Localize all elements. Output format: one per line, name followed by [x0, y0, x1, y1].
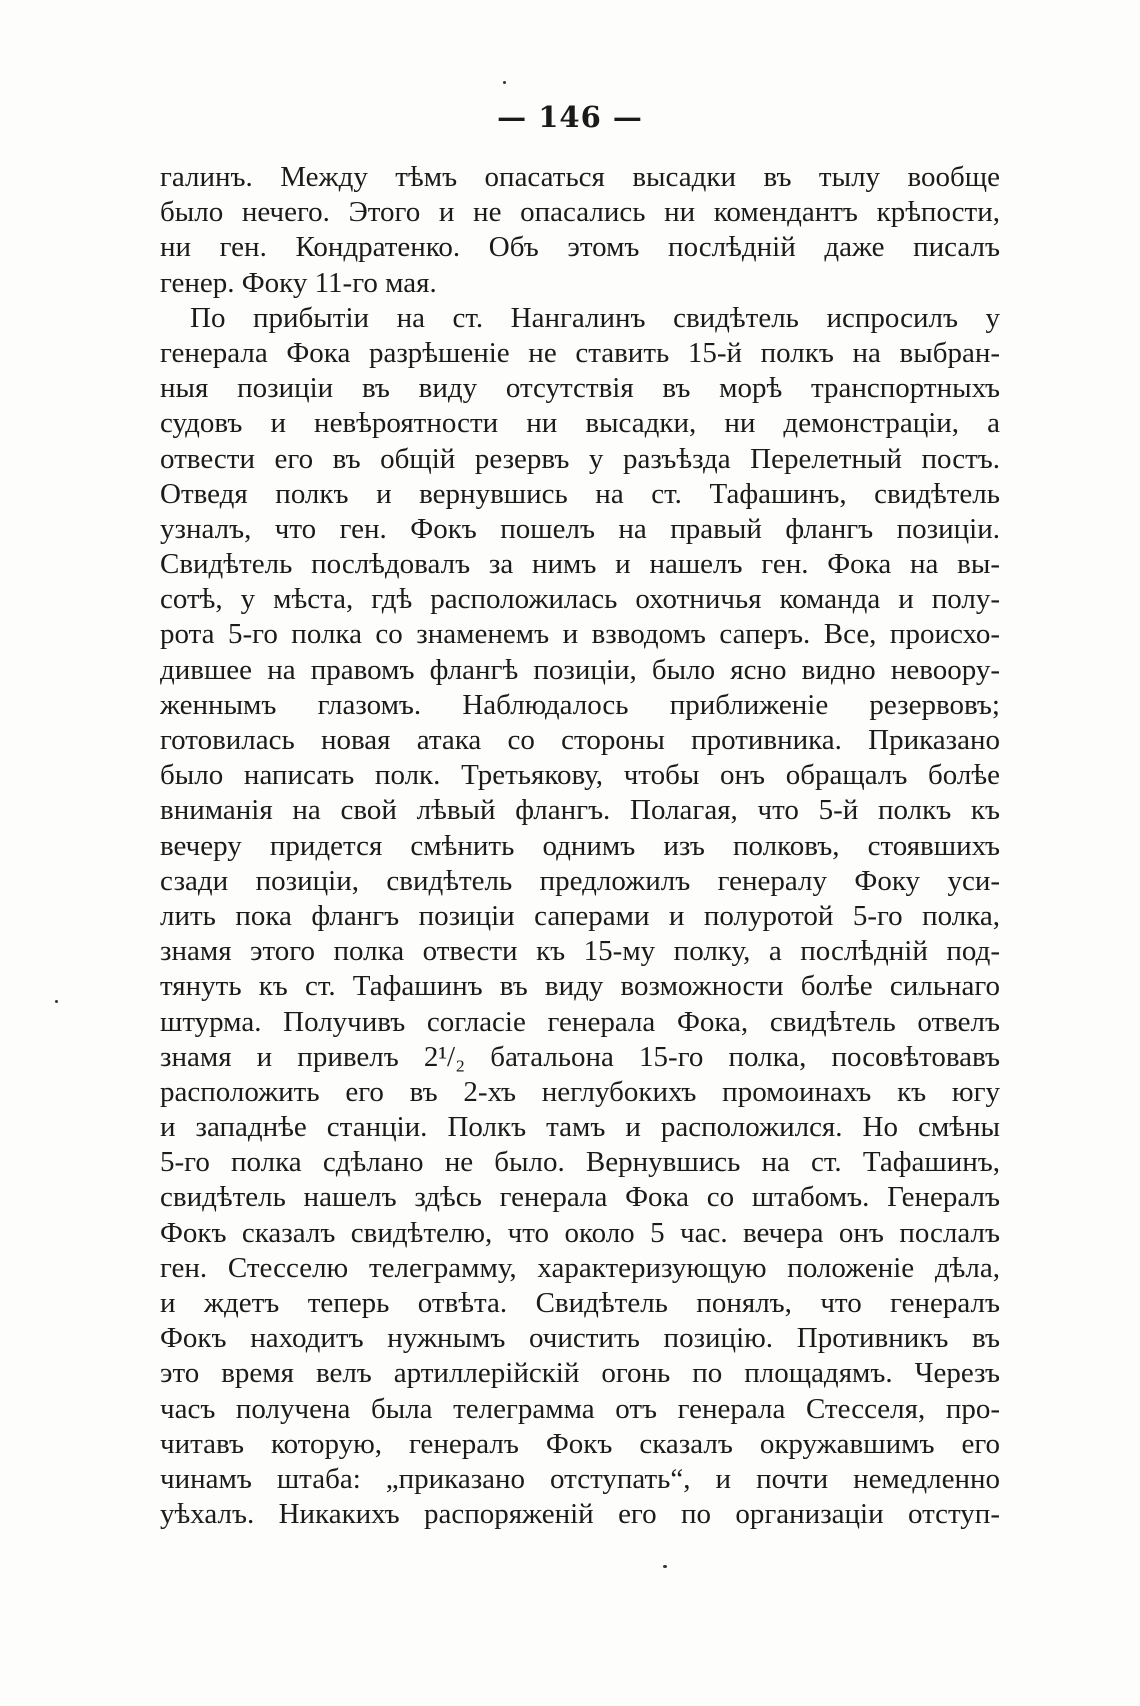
text-line: тянуть къ ст. Тафашинъ въ виду возможности болѣе сильнаго [160, 970, 1000, 1003]
text-line: сотѣ, у мѣста, гдѣ расположилась охотничья команда и полу- [160, 583, 1000, 616]
text-line: и ждетъ теперь отвѣта. Свидѣтель понялъ, что генералъ [160, 1287, 1000, 1319]
text-line: это время велъ артиллерійскій огонь по площадямъ. Черезъ [160, 1357, 1000, 1390]
text-line: вниманія на свой лѣвый флангъ. Полагая, что 5-й полкъ къ [160, 794, 1000, 827]
text-line: узналъ, что ген. Фокъ пошелъ на правый флангъ позиціи. [160, 512, 1000, 545]
text-line: рота 5-го полка со знаменемъ и взводомъ саперъ. Все, происхо- [160, 618, 1000, 651]
text-line: готовилась новая атака со стороны противника. Приказано [160, 724, 1000, 756]
text-line: часъ получена была телеграмма отъ генерала Стесселя, про- [160, 1392, 1000, 1425]
text-line: лить пока флангъ позиціи саперами и полуротой 5-го полка, [160, 899, 1000, 932]
text-line: сзади позиціи, свидѣтель предложилъ генералу Фоку уси- [160, 864, 1000, 897]
text-line: генерала Фока разрѣшеніе не ставить 15-й полкъ на выбран- [160, 336, 1000, 369]
text-line: уѣхалъ. Никакихъ распоряженій его по организаціи отступ- [160, 1498, 1000, 1531]
text-line: чинамъ штаба: „приказано отступать“, и почти немедленно [160, 1462, 1000, 1495]
text-line: Свидѣтель послѣдовалъ за нимъ и нашелъ ген. Фока на вы- [160, 548, 1000, 581]
text-line: отвести его въ общій резервъ у разъѣзда Перелетный постъ. [160, 442, 1000, 475]
page-body-text [160, 160, 1000, 1532]
text-line: Фокъ находитъ нужнымъ очистить позицію. Противникъ въ [160, 1322, 1000, 1355]
text-line: ни ген. Кондратенко. Объ этомъ послѣдній даже писалъ [160, 231, 1000, 264]
scan-speck [663, 1565, 667, 1568]
text-line: ныя позиціи въ виду отсутствія въ морѣ транспортныхъ [160, 372, 1000, 405]
paragraph-first-line: По прибытіи на ст. Нангалинъ свидѣтель испросилъ у [190, 301, 1000, 334]
text-line: знамя этого полка отвести къ 15-му полку, а послѣдній под- [160, 935, 1000, 968]
text-line: знамя и привелъ 2¹/₂ батальона 15-го полка, посовѣтовавъ [160, 1040, 1000, 1073]
text-line: генер. Фоку 11-го мая. [160, 266, 437, 299]
text-line: ген. Стесселю телеграмму, характеризующую положеніе дѣла, [160, 1251, 1000, 1284]
text-line: галинъ. Между тѣмъ опасаться высадки въ тылу вообще [160, 161, 1000, 193]
page-number: — 146 — [497, 100, 643, 134]
text-line: женнымъ глазомъ. Наблюдалось приближеніе резервовъ; [160, 688, 1000, 721]
text-line: Фокъ сказалъ свидѣтелю, что около 5 час. вечера онъ послалъ [160, 1216, 1000, 1249]
text-line: вечеру придется смѣнить однимъ изъ полковъ, стоявшихъ [160, 829, 1000, 862]
text-line: судовъ и невѣроятности ни высадки, ни демонстраціи, а [160, 407, 1000, 440]
text-line: Отведя полкъ и вернувшись на ст. Тафашинъ, свидѣтель [160, 477, 1000, 510]
text-line: 5-го полка сдѣлано не было. Вернувшись на ст. Тафашинъ, [160, 1146, 1000, 1179]
text-line: штурма. Получивъ согласіе генерала Фока, свидѣтель отвелъ [160, 1005, 1000, 1038]
text-line: и западнѣе станціи. Полкъ тамъ и расположился. Но смѣны [160, 1111, 1000, 1144]
text-line: расположить его въ 2-хъ неглубокихъ промоинахъ къ югу [160, 1075, 1000, 1108]
text-line: свидѣтель нашелъ здѣсь генерала Фока со штабомъ. Генералъ [160, 1181, 1000, 1214]
text-line: было написать полк. Третьякову, чтобы онъ обращалъ болѣе [160, 759, 1000, 792]
text-line: дившее на правомъ флангѣ позиціи, было ясно видно невоору- [160, 653, 1000, 686]
scan-speck [55, 1000, 58, 1003]
scan-speck [503, 81, 506, 84]
text-line: было нечего. Этого и не опасались ни комендантъ крѣпости, [160, 196, 1000, 229]
text-line: читавъ которую, генералъ Фокъ сказалъ окружавшимъ его [160, 1427, 1000, 1460]
